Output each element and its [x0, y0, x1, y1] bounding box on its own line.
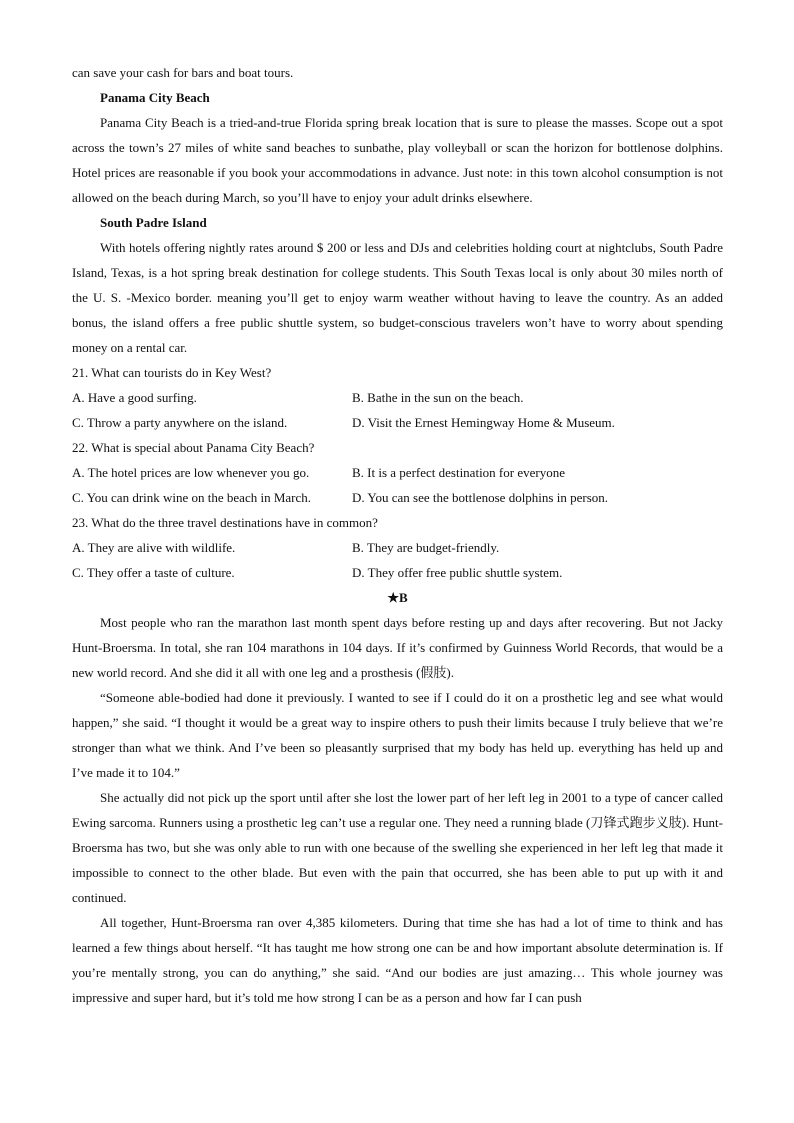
- option-a: A. The hotel prices are low whenever you go.: [72, 465, 310, 480]
- body-paragraph: Most people who ran the marathon last month spent days before resting up and days after recovering. But not Jacky Hunt-Broersma. In total, she ran 104 marathons in 104 days. If it’s confirmed by Guinness World Records, that would be a new world record. And she did it all with one leg and a prosthesis (假肢).: [72, 615, 723, 680]
- padre-paragraph: With hotels offering nightly rates around $ 200 or less and DJs and celebrities holding court at nightclubs, South Padre Island, Texas, is a hot spring break destination for college students. This South Texas local is only about 30 miles north of the U. S. -Mexico border. meaning you’ll get to enjoy warm weather without having to leave the country. As an added bonus, the island offers a free public shuttle system, so budget-conscious travelers won’t have to worry about spending money on a rental car.: [72, 240, 723, 355]
- body-paragraph: She actually did not pick up the sport until after she lost the lower part of her left leg in 2001 to a type of cancer called Ewing sarcoma. Runners using a prosthetic leg can’t use a regular one. They need a running blade (刀锋式跑步义肢). Hunt-Broersma has two, but she was only able to run with one because of the swelling she experienced in her left leg that made it impossible to connect to the other blade. But even with the pain that occurred, she has been able to put up with it and continued.: [72, 790, 723, 905]
- question-stem: 23. What do the three travel destinations have in common?: [72, 515, 378, 530]
- document-page: [72, 60, 723, 1010]
- panama-heading: Panama City Beach: [100, 90, 210, 105]
- body-paragraph: “Someone able-bodied had done it previously. I wanted to see if I could do it on a prosthetic leg and see what would happen,” she said. “I thought it would be a great way to inspire others to push their limits because I truly believe that we’re stronger than what we think. And I’ve been so pleasantly surprised that my body has held up. everything has held up and I’ve made it to 104.”: [72, 690, 723, 780]
- body-paragraph: All together, Hunt-Broersma ran over 4,385 kilometers. During that time she has had a lot of time to think and has learned a few things about herself. “It has taught me how strong one can be and how important absolute determination is. If you’re mentally strong, you can do anything,” she said. “And our bodies are just amazing… This whole journey was impressive and super hard, but it’s told me how strong I can be as a person and how far I can push: [72, 915, 723, 1005]
- panama-paragraph: Panama City Beach is a tried-and-true Florida spring break location that is sure to please the masses. Scope out a spot across the town’s 27 miles of white sand beaches to sunbathe, play volleyball or scan the horizon for bottlenose dolphins. Hotel prices are reasonable if you book your accommodations in advance. Just note: in this town alcohol consumption is not allowed on the beach during March, so you’ll have to enjoy your adult drinks elsewhere.: [72, 115, 723, 205]
- question-21: [72, 360, 723, 435]
- section-b-body: [72, 610, 723, 1010]
- question-22: [72, 435, 723, 510]
- question-stem: 21. What can tourists do in Key West?: [72, 365, 272, 380]
- question-stem: 22. What is special about Panama City Beach?: [72, 440, 315, 455]
- section-b-title: ★B: [387, 590, 408, 605]
- option-c: C. You can drink wine on the beach in March.: [72, 490, 312, 505]
- padre-heading: South Padre Island: [100, 215, 207, 230]
- option-d: D. You can see the bottlenose dolphins in person.: [352, 490, 609, 505]
- option-b: B. Bathe in the sun on the beach.: [352, 390, 524, 405]
- option-d: D. They offer free public shuttle system.: [352, 565, 563, 580]
- question-23: [72, 510, 723, 585]
- option-a: A. Have a good surfing.: [72, 390, 197, 405]
- option-a: A. They are alive with wildlife.: [72, 540, 236, 555]
- option-b: B. They are budget-friendly.: [352, 540, 500, 555]
- option-b: B. It is a perfect destination for everyone: [352, 465, 565, 480]
- option-d: D. Visit the Ernest Hemingway Home & Museum.: [352, 415, 615, 430]
- key-west-paragraph-end: can save your cash for bars and boat tours.: [72, 65, 294, 80]
- option-c: C. Throw a party anywhere on the island.: [72, 415, 288, 430]
- option-c: C. They offer a taste of culture.: [72, 565, 235, 580]
